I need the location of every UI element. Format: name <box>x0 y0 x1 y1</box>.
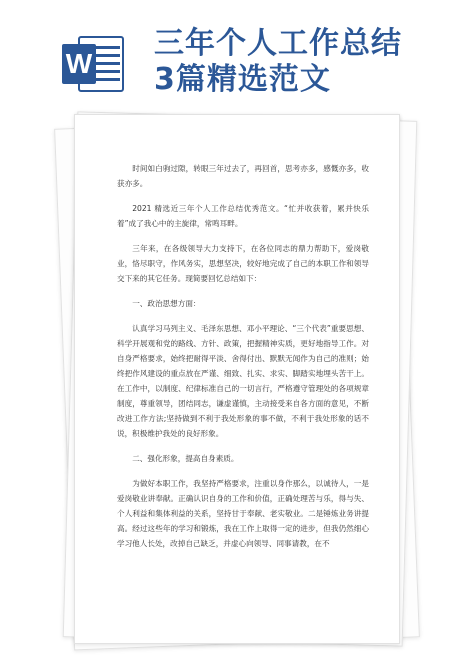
document-lines <box>96 46 120 86</box>
title-line-1: 三年个人工作总结 <box>154 26 402 61</box>
section-heading: 二、强化形象，提高自身素质。 <box>132 454 239 463</box>
word-document-icon <box>62 30 128 96</box>
section-heading: 一、政治思想方面： <box>132 299 201 308</box>
paragraph: 时间如白驹过隙，转眼三年过去了，再回首，思考亦多，感慨亦多，收获亦多。 <box>117 164 369 188</box>
paragraph: 认真学习马列主义、毛泽东思想、邓小平理论、“三个代表”重要思想、科学开展观和党的路线、方针、政策，把握精神实质，更好地指导工作。对自身严格要求，始终把耐得平淡、舍得付出、默默无闻作为自己的准则；始终把作风建设的重点放在严谨、细致、扎实、求实、脚踏实地埋头苦干上。在工作中，以制度、纪律标准自己的一切言行，严格遵守管理处的各项规章制度，尊重领导，团结同志，谦虚谨慎，主动接受来自各方面的意见，不断改进工作方法;坚持做到不利于我处形象的事不做，不利于我处形象的话不说，积极维护我处的良好形象。 <box>117 324 369 438</box>
title-line-2: 3篇精选范文 <box>154 62 331 97</box>
document-page <box>74 114 400 644</box>
header-banner <box>0 0 474 118</box>
page-title <box>154 26 464 98</box>
paragraph: 2021 精选近三年个人工作总结优秀范文。“忙并收获着，累并快乐着”成了我心中的主旋律，常鸣耳畔。 <box>117 204 369 228</box>
word-logo-letter: W <box>62 44 96 84</box>
paragraph: 为做好本职工作，我坚持严格要求，注重以身作那么，以诚待人，一是爱岗敬业讲奉献。正确认识自身的工作和价值，正确处理苦与乐，得与失、个人利益和集体利益的关系，坚持甘于奉献、老实敬业。二是锤炼业务讲提高。经过这些年的学习和锻炼，我在工作上取得一定的进步，但我仍然细心学习他人长处，改掉自己缺乏，并虚心向领导、同事请教，在不 <box>117 479 369 548</box>
paragraph: 三年来，在各级领导大力支持下，在各位同志的鼎力帮助下，爱岗敬业，恪尽职守，作风务实，思想坚决，较好地完成了自己的本职工作和领导交下来的其它任务。现简要回忆总结如下： <box>117 244 369 283</box>
document-preview <box>0 108 474 669</box>
